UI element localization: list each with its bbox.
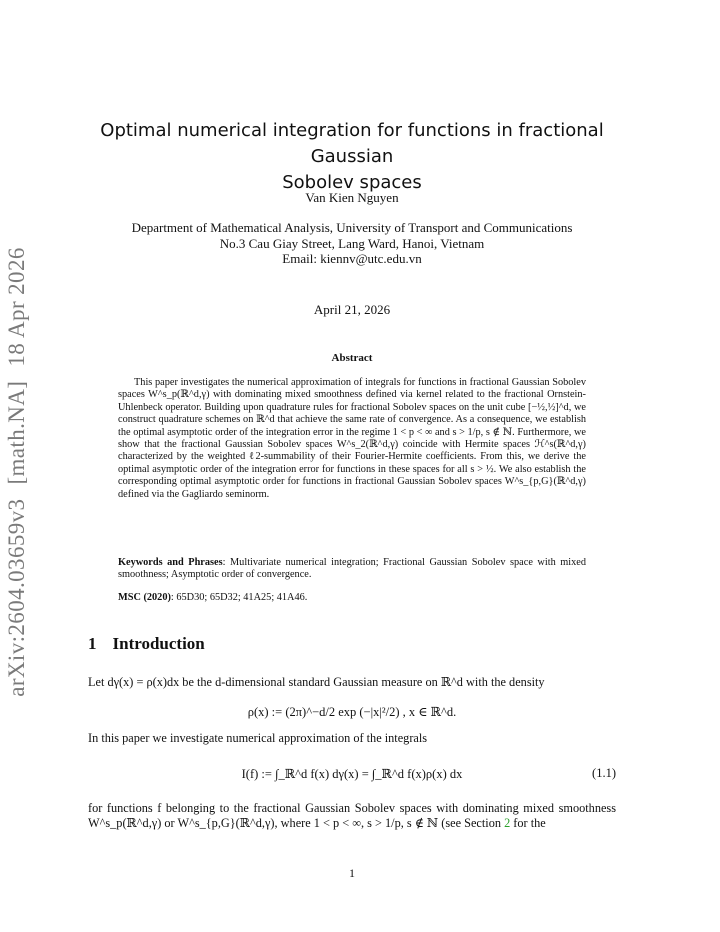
body-paragraph-1: Let dγ(x) = ρ(x)dx be the d-dimensional standard Gaussian measure on ℝ^d with the density bbox=[88, 675, 545, 689]
section-2-link[interactable]: 2 bbox=[504, 816, 511, 830]
arxiv-side-label bbox=[4, 233, 30, 697]
affiliation-line-1: Department of Mathematical Analysis, University of Transport and Communications bbox=[131, 220, 573, 235]
affiliation-email[interactable]: Email: kiennv@utc.edu.vn bbox=[282, 251, 422, 266]
section-title: Introduction bbox=[112, 634, 205, 653]
equation-number: (1.1) bbox=[592, 766, 616, 780]
body-paragraph-3-end: for the bbox=[510, 816, 546, 830]
arxiv-id[interactable]: arXiv:2604.03659v3 bbox=[4, 498, 29, 697]
affiliation bbox=[88, 220, 616, 267]
msc bbox=[118, 592, 586, 604]
body-paragraph-3 bbox=[88, 801, 616, 831]
keywords bbox=[118, 557, 586, 582]
affiliation-line-2: No.3 Cau Giay Street, Lang Ward, Hanoi, Vietnam bbox=[219, 235, 485, 251]
abstract-text: This paper investigates the numerical approximation of integrals for functions in fractional Gaussian Sobolev spaces W^s_p(ℝ^d,γ) with dominating mixed smoothness defined via kernel related to the fractional Ornstein-Uhlenbeck operator. Building upon quadrature rules for fractional Sobolev spaces on the unit cube [−½,½]^d, we construct quadrature schemes on ℝ^d that achieve the same rate of convergence. As a consequence, we establish the optimal asymptotic order of the integration error in the regime 1 < p < ∞ and s > 1/p, s ∉ ℕ. Furthermore, we show that the fractional Gaussian Sobolev spaces W^s_2(ℝ^d,γ) coincide with Hermite spaces ℋ^s(ℝ^d,γ) characterized by the weighted ℓ2-summability of their Fourier-Hermite coefficients. From this, we derive the optimal asymptotic order of the integration error for functions in these spaces for all s > ½. We also establish the corresponding optimal asymptotic order for functions in fractional Gaussian Sobolev spaces W^s_{p,G}(ℝ^d,γ) defined via the Gagliardo seminorm. bbox=[118, 377, 586, 500]
abstract-heading: Abstract bbox=[331, 352, 373, 364]
arxiv-category: [math.NA] bbox=[4, 380, 29, 485]
section-heading bbox=[88, 634, 205, 654]
abstract-body bbox=[118, 377, 586, 501]
paper-date: April 21, 2026 bbox=[313, 302, 391, 317]
paper-title bbox=[88, 118, 616, 196]
arxiv-date: 18 Apr 2026 bbox=[4, 247, 29, 367]
title-line-1: Optimal numerical integration for functions in fractional Gaussian bbox=[100, 120, 604, 167]
section-number: 1 bbox=[88, 634, 97, 653]
density-equation: ρ(x) := (2π)^−d/2 exp (−|x|²/2) , x ∈ ℝ^d. bbox=[247, 705, 457, 719]
keywords-label: Keywords and Phrases bbox=[118, 557, 223, 568]
msc-text: : 65D30; 65D32; 41A25; 41A46. bbox=[170, 592, 308, 603]
title-line-2: Sobolev spaces bbox=[282, 172, 422, 193]
author: Van Kien Nguyen bbox=[305, 190, 399, 205]
body-paragraph-2: In this paper we investigate numerical approximation of the integrals bbox=[88, 731, 428, 745]
body-paragraph-3-text: for functions f belonging to the fractional Gaussian Sobolev spaces with dominating mixed smoothness W^s_p(ℝ^d,γ) or W^s_{p,G}(ℝ^d,γ), where 1 < p < ∞, s > 1/p, s ∉ ℕ (see Section bbox=[88, 801, 616, 830]
keywords-text: : Multivariate numerical integration; Fractional Gaussian Sobolev space with mixed smoothness; Asymptotic order of convergence. bbox=[118, 557, 587, 581]
integral-equation bbox=[88, 766, 616, 782]
integral-formula: I(f) := ∫_ℝ^d f(x) dγ(x) = ∫_ℝ^d f(x)ρ(x) dx bbox=[241, 767, 463, 781]
msc-label: MSC (2020) bbox=[118, 592, 171, 603]
page-number: 1 bbox=[349, 866, 355, 880]
